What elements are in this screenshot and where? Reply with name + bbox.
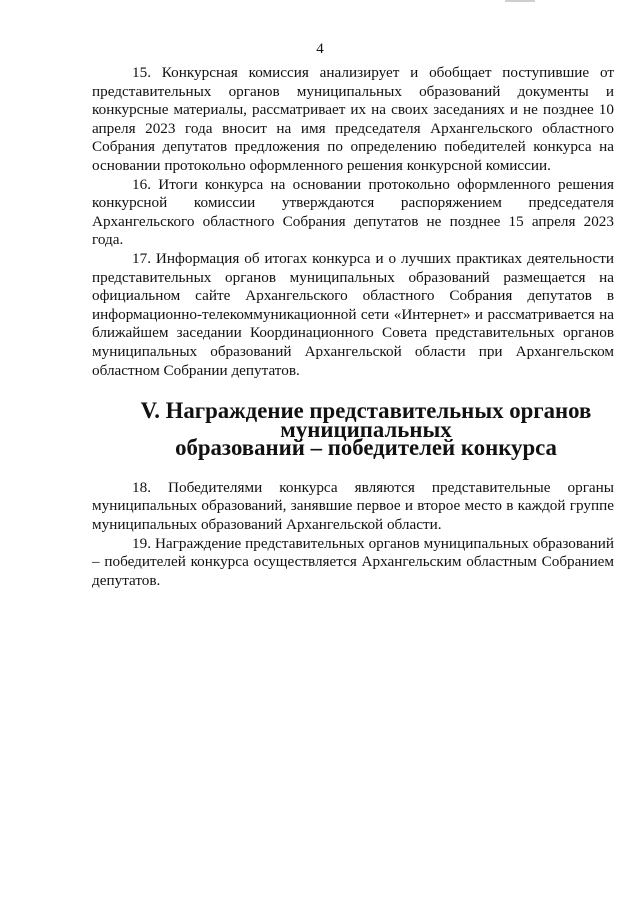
section-heading-line-2: образований – победителей конкурса (175, 435, 557, 461)
paragraph-18: 18. Победителями конкурса являются представительные органы муниципальных образований, занявшие первое и второе место в каждой группе муниципальных образований Архангельской области. (92, 478, 614, 534)
document-body (92, 64, 614, 590)
paragraph-16: 16. Итоги конкурса на основании протокольно оформленного решения конкурсной комиссии утверждаются распоряжением председателя Архангельского областного Собрания депутатов не позднее 15 апреля 2023 года. (92, 175, 614, 249)
section-heading (92, 398, 614, 461)
paragraph-15: 15. Конкурсная комиссия анализирует и обобщает поступившие от представительных органов муниципальных образований документы и конкурсные материалы, рассматривает их на своих заседаниях и не позднее 10 апреля 2023 года вносит на имя председателя Архангельского областного Собрания депутатов предложения по определению победителей конкурса на основании протокольно оформленного решения конкурсной комиссии. (92, 64, 614, 174)
page-number: 4 (316, 41, 324, 57)
scan-edge-mark (505, 0, 535, 2)
paragraph-17: 17. Информация об итогах конкурса и о лучших практиках деятельности представительных органов муниципальных образований размещается на официальном сайте Архангельского областного Собрания депутатов в информационно-телекоммуникационной сети «Интернет» и рассматривается на ближайшем заседании Координационного Совета представительных органов муниципальных образований Архангельской области при Архангельском областном Собрании депутатов. (92, 249, 614, 379)
paragraph-19: 19. Награждение представительных органов муниципальных образований – победителей конкурса осуществляется Архангельским областным Собранием депутатов. (92, 534, 614, 589)
section-heading-line-1: V. Награждение представительных органов муниципальных (140, 398, 592, 442)
